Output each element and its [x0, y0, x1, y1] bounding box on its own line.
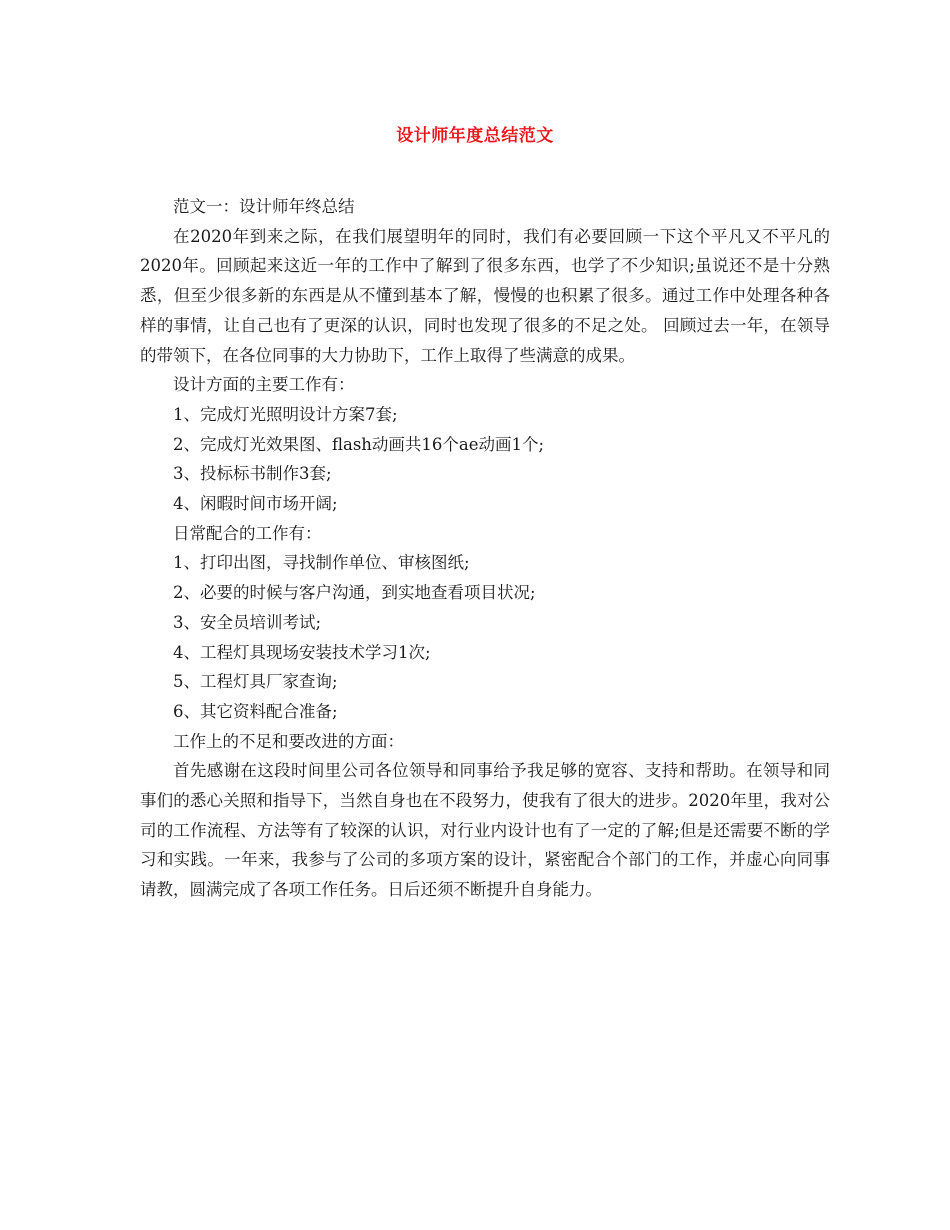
- document-body: [140, 192, 830, 905]
- section-heading: 范文一：设计师年终总结: [173, 197, 355, 216]
- daily-work-item: 6、其它资料配合准备;: [173, 701, 338, 721]
- design-work-item: 3、投标标书制作3套;: [173, 464, 332, 484]
- improvement-heading: 工作上的不足和要改进的方面：: [173, 731, 404, 751]
- daily-work-item: 4、工程灯具现场安装技术学习1次;: [173, 642, 431, 662]
- design-work-heading: 设计方面的主要工作有：: [173, 375, 355, 395]
- daily-work-item: 5、工程灯具厂家查询;: [173, 672, 338, 692]
- improvement-paragraph: 首先感谢在这段时间里公司各位领导和同事给予我足够的宽容、支持和帮助。在领导和同事们的悉心关照和指导下，当然自身也在不段努力，使我有了很大的进步。2020年里，我对公司的工作流程、方法等有了较深的认识，对行业内设计也有了一定的了解;但是还需要不断的学习和实践。一年来，我参与了公司的多项方案的设计，紧密配合个部门的工作，并虚心向同事请教，圆满完成了各项工作任务。日后还须不断提升自身能力。: [140, 761, 830, 900]
- intro-paragraph: 在2020年到来之际，在我们展望明年的同时，我们有必要回顾一下这个平凡又不平凡的2020年。回顾起来这近一年的工作中了解到了很多东西，也学了不少知识;虽说还不是十分熟悉，但至少很多新的东西是从不懂到基本了解，慢慢的也积累了很多。通过工作中处理各种各样的事情，让自己也有了更深的认识，同时也发现了很多的不足之处。 回顾过去一年，在领导的带领下，在各位同事的大力协助下，工作上取得了些满意的成果。: [140, 226, 830, 365]
- daily-work-item: 2、必要的时候与客户沟通，到实地查看项目状况;: [173, 583, 536, 603]
- design-work-item: 4、闲暇时间市场开阔;: [173, 494, 338, 514]
- design-work-item: 1、完成灯光照明设计方案7套;: [173, 404, 398, 424]
- daily-work-heading: 日常配合的工作有：: [173, 523, 322, 543]
- daily-work-item: 3、安全员培训考试;: [173, 612, 322, 632]
- document-title: 设计师年度总结范文: [396, 126, 554, 146]
- design-work-item: 2、完成灯光效果图、flash动画共16个ae动画1个;: [173, 434, 545, 454]
- daily-work-item: 1、打印出图，寻找制作单位、审核图纸;: [173, 553, 470, 573]
